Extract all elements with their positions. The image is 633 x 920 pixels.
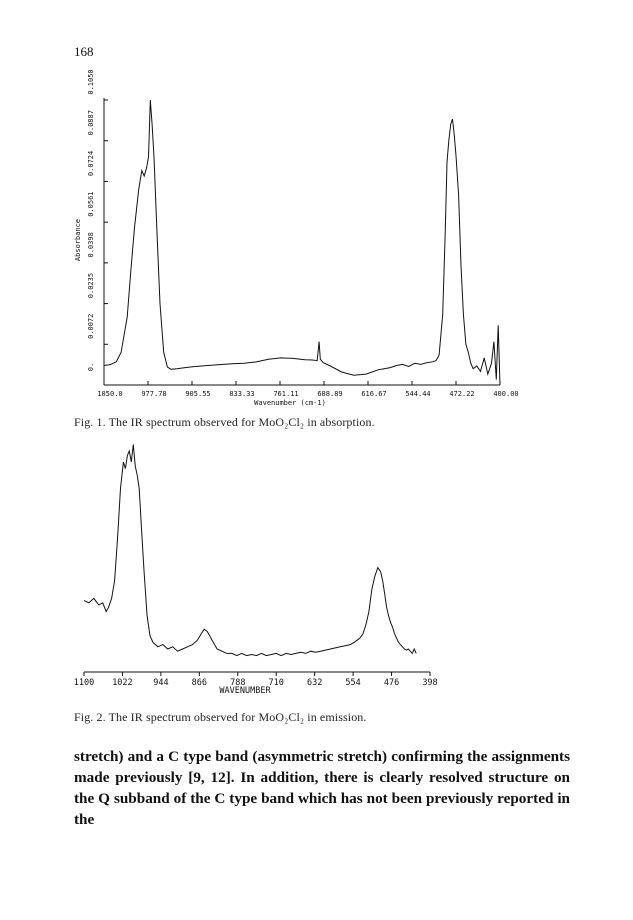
figure-2-xtick-label: 944 xyxy=(153,678,169,688)
figure-1-xtick-label: 833.33 xyxy=(229,390,255,398)
figure-1-xtick-label: 400.00 xyxy=(493,390,519,398)
figure-1-xtick-label: 688.89 xyxy=(317,390,343,398)
figure-2-caption xyxy=(74,710,367,725)
body-paragraph xyxy=(74,746,570,830)
figure-2-xtick-label: 1022 xyxy=(112,678,133,688)
figure-1-xtick-label: 905.55 xyxy=(185,390,211,398)
figure-1-ytick-label: 0.1050 xyxy=(87,69,95,95)
figure-2-xtick-label: 710 xyxy=(268,678,284,688)
figure-1-xtick-label: 472.22 xyxy=(449,390,475,398)
figure-1-ylabel: Absorbance xyxy=(74,218,82,262)
figure-2-xtick-label: 554 xyxy=(345,678,361,688)
figure-2-xtick-label: 476 xyxy=(383,678,400,688)
figure-1-xtick-label: 1050.0 xyxy=(97,390,123,398)
page-number: 168 xyxy=(74,44,94,59)
figure-1-caption-text: The IR spectrum observed for MoO₂Cl₂ in absorption. xyxy=(108,415,375,429)
figure-2-caption-text: The IR spectrum observed for MoO₂Cl₂ in emission. xyxy=(108,710,367,724)
figure-1-ytick-label: 0.0887 xyxy=(87,110,95,136)
figure-1-xtick-label: 761.11 xyxy=(273,390,299,398)
figure-2-xtick-label: 788 xyxy=(230,678,246,688)
figure-2-xtick-label: 1100 xyxy=(73,678,95,688)
figure-1-ytick-label: 0.0724 xyxy=(87,150,95,177)
figure-2-xtick-label: 398 xyxy=(422,678,438,688)
figure-1-xtick-label: 616.67 xyxy=(361,390,387,398)
figure-1-ytick-label: 0.0072 xyxy=(87,313,95,339)
figure-1-ytick-label: 0.0561 xyxy=(87,191,95,217)
figure-1-ytick-label: 0.0398 xyxy=(87,232,95,258)
figure-2-xtick-label: 632 xyxy=(306,678,323,688)
figure-1-ytick-label: 0.0235 xyxy=(87,272,95,299)
figure-1-caption-label: Fig. 1. xyxy=(74,415,106,429)
figure-2-xtick-label: 866 xyxy=(191,678,208,688)
figure-1-xtick-label: 544.44 xyxy=(405,390,431,398)
figure-1-ytick-label: 0. xyxy=(87,362,95,372)
body-paragraph-text: stretch) and a C type band (asymmetric stretch) confirming the assignments made previously [9, 12]. In addition, there is clearly resolved structure on the Q subband of the C type band which has not been previously reported in the xyxy=(74,748,570,828)
figure-2-caption-label: Fig. 2. xyxy=(74,710,106,724)
figure-1-xtick-label: 977.78 xyxy=(141,390,167,398)
figure-2-xlabel: WAVENUMBER xyxy=(219,686,271,696)
figure-2-spectrum-line xyxy=(84,444,416,655)
figure-1-xlabel: Wavenumber (cm-1) xyxy=(254,399,326,407)
